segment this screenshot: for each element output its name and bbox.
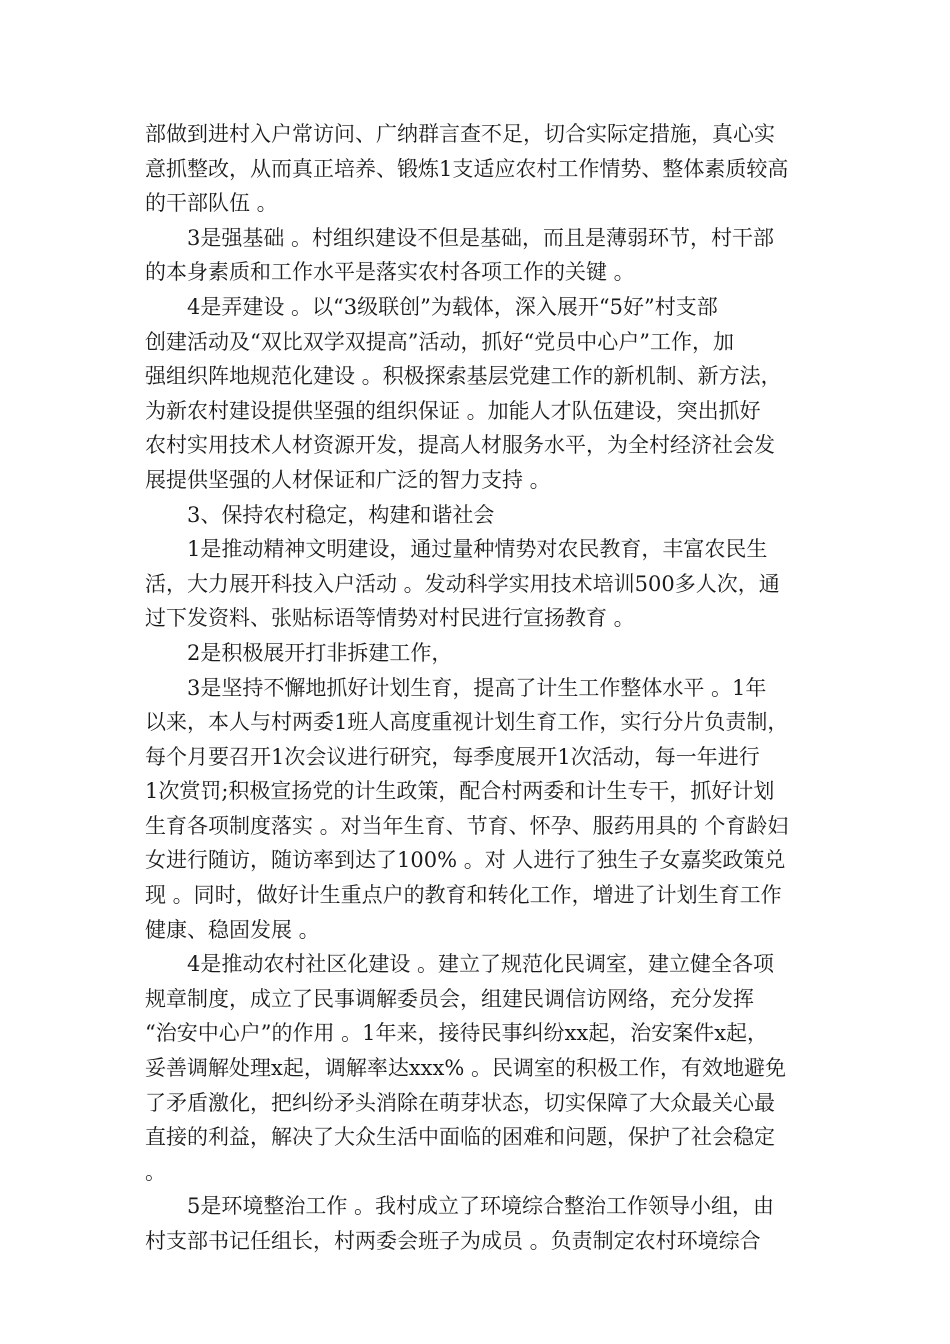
text-line: 女进行随访，随访率到达了100% 。对 人进行了独生子女嘉奖政策兑 [145,848,786,873]
text-line: 意抓整改，从而真正培养、锻炼1支适应农村工作情势、整体素质较高 [145,156,789,181]
text-line: 以来，本人与村两委1班人高度重视计划生育工作，实行分片负责制， [145,710,789,735]
text-line: 3是强基础 。村组织建设不但是基础，而且是薄弱环节，村干部 [187,225,775,250]
text-line: 村支部书记任组长，村两委会班子为成员 。负责制定农村环境综合 [145,1229,761,1253]
text-line: 2是积极展开打非拆建工作， [187,640,453,665]
text-line: 为新农村建设提供坚强的组织保证 。加能人才队伍建设，突出抓好 [145,398,761,423]
text-line: 农村实用技术人材资源开发，提高人材服务水平，为全村经济社会发 [145,433,775,458]
text-line: 创建活动及“双比双学双提高”活动，抓好“党员中心户”工作，加 [145,329,734,354]
text-line: 展提供坚强的人材保证和广泛的智力支持 。 [145,467,551,492]
text-line: 的干部队伍 。 [145,191,278,216]
text-line: 现 。同时，做好计生重点户的教育和转化工作，增进了计划生育工作 [145,883,782,908]
text-line: 5是环境整治工作 。我村成立了环境综合整治工作领导小组，由 [187,1194,775,1219]
text-line: 生育各项制度落实 。对当年生育、节育、怀孕、服药用具的 个育龄妇 [145,813,789,838]
text-line: 活，大力展开科技入户活动 。发动科学实用技术培训500多人次，通 [145,571,780,596]
text-line: “治安中心户”的作用 。1年来，接待民事纠纷xx起，治安案件x起， [145,1021,769,1046]
text-line: 每个月要召开1次会议进行研究，每季度展开1次活动，每一年进行 [145,744,760,769]
text-line: 规章制度，成立了民事调解委员会，组建民调信访网络，充分发挥 [145,986,754,1011]
document-body [145,117,810,1259]
text-line: 3、保持农村稳定，构建和谐社会 [187,502,495,527]
text-line: 健康、稳固发展 。 [145,917,320,942]
text-line: 。 [145,1159,166,1184]
text-line: 强组织阵地规范化建设 。积极探索基层党建工作的新机制、新方法， [145,364,782,389]
text-line: 了矛盾激化，把纠纷矛头消除在萌芽状态，切实保障了大众最关心最 [145,1090,775,1115]
text-line: 直接的利益，解决了大众生活中面临的困难和问题，保护了社会稳定 [145,1125,775,1150]
text-line: 1次赏罚;积极宣扬党的计生政策，配合村两委和计生专干，抓好计划 [145,779,775,804]
text-line: 4是弄建设 。以“3级联创”为载体，深入展开“5好”村支部 [187,294,718,319]
text-line: 1是推动精神文明建设，通过量种情势对农民教育，丰富农民生 [187,537,768,562]
text-line: 部做到进村入户常访问、广纳群言查不足，切合实际定措施，真心实 [145,122,775,146]
text-line: 3是坚持不懈地抓好计划生育，提高了计生工作整体水平 。1年 [187,675,767,700]
text-line: 4是推动农村社区化建设 。建立了规范化民调室，建立健全各项 [187,952,775,977]
text-line: 妥善调解处理x起，调解率达xxx% 。民调室的积极工作，有效地避免 [145,1056,786,1081]
text-line: 的本身素质和工作水平是落实农村各项工作的关键 。 [145,260,635,285]
text-line: 过下发资料、张贴标语等情势对村民进行宣扬教育 。 [145,606,635,631]
